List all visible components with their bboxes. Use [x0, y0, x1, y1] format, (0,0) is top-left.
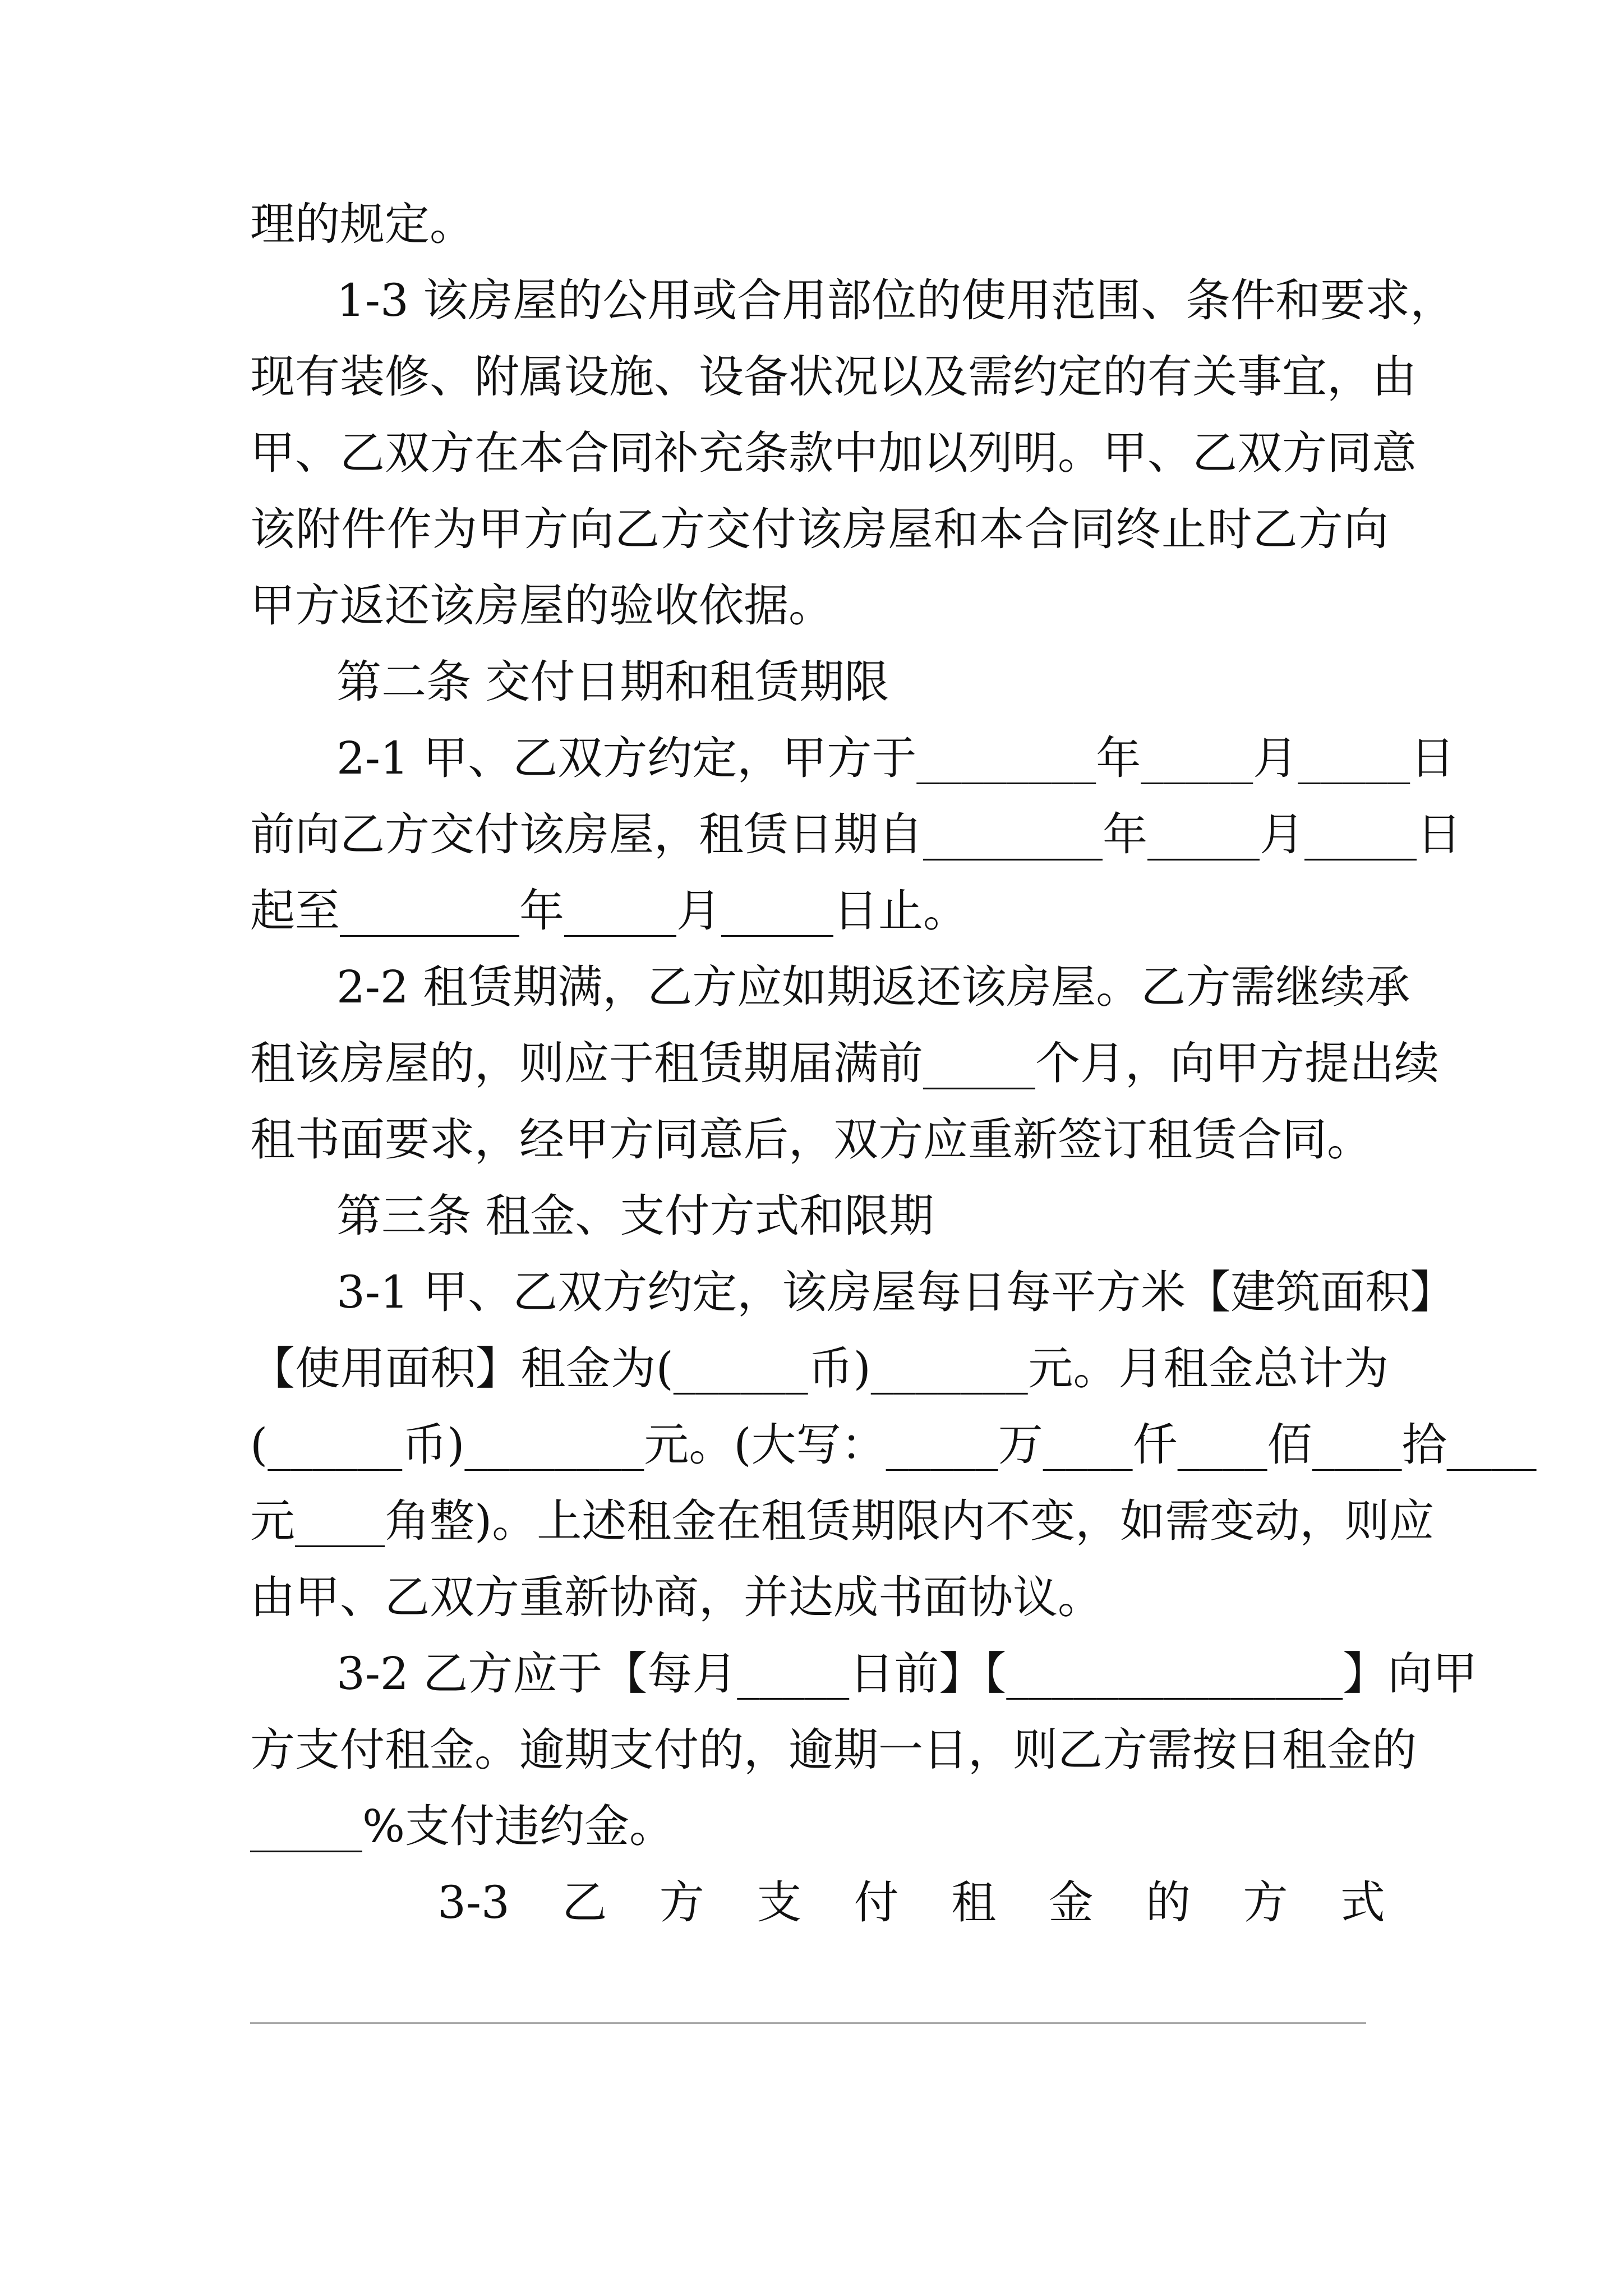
text-line-13: 租书面要求，经甲方同意后，双方应重新签订租赁合同。 [250, 1114, 1372, 1166]
text-line-18: 元____角整)。上述租金在租赁期限内不变，如需变动，则应 [250, 1495, 1435, 1547]
text-line-22: _____%支付违约金。 [250, 1800, 675, 1852]
text-line-2: 1-3 该房屋的公用或合用部位的使用范围、条件和要求， [336, 274, 1455, 326]
word: 支 [757, 1876, 802, 1929]
word: 付 [854, 1876, 899, 1929]
word: 的 [1146, 1876, 1191, 1929]
text-line-4: 甲、乙双方在本合同补充条款中加以列明。甲、乙双方同意 [250, 427, 1417, 479]
text-line-3: 现有装修、附属设施、设备状况以及需约定的有关事宜，由 [250, 351, 1417, 403]
text-line-20: 3-2 乙方应于【每月_____日前】【_______________】向甲 [336, 1648, 1478, 1700]
text-line-15: 3-1 甲、乙双方约定，该房屋每日每平方米【建筑面积】 [336, 1266, 1455, 1318]
word: 3-3 [437, 1876, 510, 1929]
text-line-17: (______币)________元。(大写：_____万____仟____佰____拾____ [250, 1419, 1537, 1471]
text-line-12: 租该房屋的，则应于租赁期届满前_____个月，向甲方提出续 [250, 1037, 1439, 1089]
text-line-1: 理的规定。 [250, 198, 474, 250]
text-line-21: 方支付租金。逾期支付的，逾期一日，则乙方需按日租金的 [250, 1724, 1417, 1776]
text-line-10: 起至________年_____月_____日止。 [250, 885, 968, 937]
text-line-16: 【使用面积】租金为(______币)_______元。月租金总计为 [250, 1342, 1389, 1395]
footer-divider [250, 2022, 1366, 2024]
text-line-23 [437, 1865, 1385, 1941]
text-line-19: 由甲、乙双方重新协商，并达成书面协议。 [250, 1571, 1103, 1623]
text-line-6: 甲方返还该房屋的验收依据。 [250, 579, 833, 632]
text-line-9: 前向乙方交付该房屋，租赁日期自________年_____月_____日 [250, 808, 1461, 861]
section-heading-2: 第二条 交付日期和租赁期限 [336, 656, 889, 708]
word: 方 [1243, 1876, 1288, 1929]
word: 式 [1340, 1876, 1385, 1929]
section-heading-3: 第三条 租金、支付方式和限期 [336, 1190, 934, 1242]
word: 租 [951, 1876, 997, 1929]
word: 方 [659, 1876, 704, 1929]
word: 金 [1048, 1876, 1094, 1929]
word: 乙 [562, 1876, 607, 1929]
text-line-5: 该附件作为甲方向乙方交付该房屋和本合同终止时乙方向 [250, 503, 1389, 555]
text-line-11: 2-2 租赁期满，乙方应如期返还该房屋。乙方需继续承 [336, 961, 1410, 1013]
text-line-8: 2-1 甲、乙双方约定，甲方于________年_____月_____日 [336, 732, 1455, 784]
